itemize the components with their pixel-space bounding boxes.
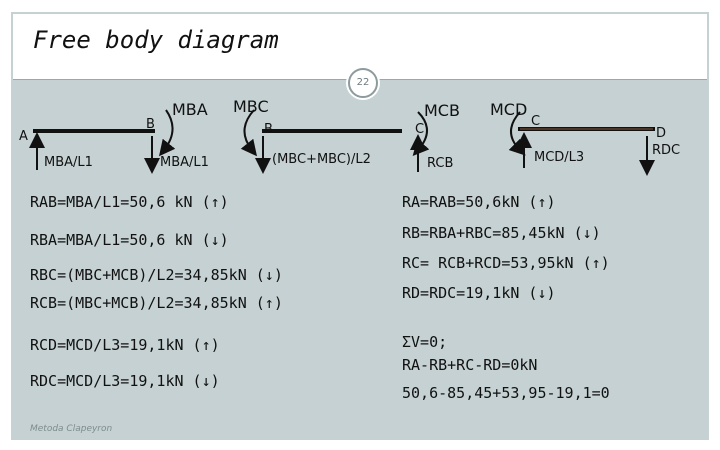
equation-right: RD=RDC=19,1kN (↓) xyxy=(402,284,556,302)
moment-label-mba: MBA xyxy=(172,100,208,119)
equation-left: RBC=(MBC+MCB)/L2=34,85kN (↓) xyxy=(30,266,283,284)
equation-left: RBA=MBA/L1=50,6 kN (↓) xyxy=(30,231,229,249)
point-label-b1: B xyxy=(146,117,155,132)
slide-title: Free body diagram xyxy=(33,26,279,54)
equation-right: 50,6-85,45+53,95-19,1=0 xyxy=(402,384,610,402)
reaction-label-rcb: RCB xyxy=(427,156,454,171)
reaction-label-rdc: RDC xyxy=(652,143,681,158)
moment-label-mcd: MCD xyxy=(490,100,528,119)
point-label-c1: C xyxy=(415,122,425,137)
reaction-label-rab: MBA/L1 xyxy=(44,155,93,170)
equation-left: RCB=(MBC+MCB)/L2=34,85kN (↑) xyxy=(30,294,283,312)
reaction-label-rcd: MCD/L3 xyxy=(534,150,585,165)
moment-label-mbc: MBC xyxy=(233,97,269,116)
equation-right: RA=RAB=50,6kN (↑) xyxy=(402,193,556,211)
reaction-label-rba: MBA/L1 xyxy=(160,155,209,170)
moment-arrow-mbc xyxy=(244,110,254,150)
equation-right: RC= RCB+RCD=53,95kN (↑) xyxy=(402,254,610,272)
reaction-label-rbc: (MBC+MBC)/L2 xyxy=(272,152,371,167)
equation-left: RAB=MBA/L1=50,6 kN (↑) xyxy=(30,193,229,211)
equation-left: RCD=MCD/L3=19,1kN (↑) xyxy=(30,336,220,354)
equation-right: RB=RBA+RBC=85,45kN (↓) xyxy=(402,224,601,242)
point-label-c2: C xyxy=(531,114,541,129)
equation-left: RDC=MCD/L3=19,1kN (↓) xyxy=(30,372,220,390)
point-label-d: D xyxy=(656,126,667,141)
equation-right: RA-RB+RC-RD=0kN xyxy=(402,356,538,374)
point-label-a: A xyxy=(19,129,28,144)
moment-label-mcb: MCB xyxy=(424,101,460,120)
page-number: 22 xyxy=(348,68,378,98)
footer-text: Metoda Clapeyron xyxy=(30,424,113,434)
equation-right: ΣV=0; xyxy=(402,333,448,351)
point-label-b2: B xyxy=(264,122,273,137)
